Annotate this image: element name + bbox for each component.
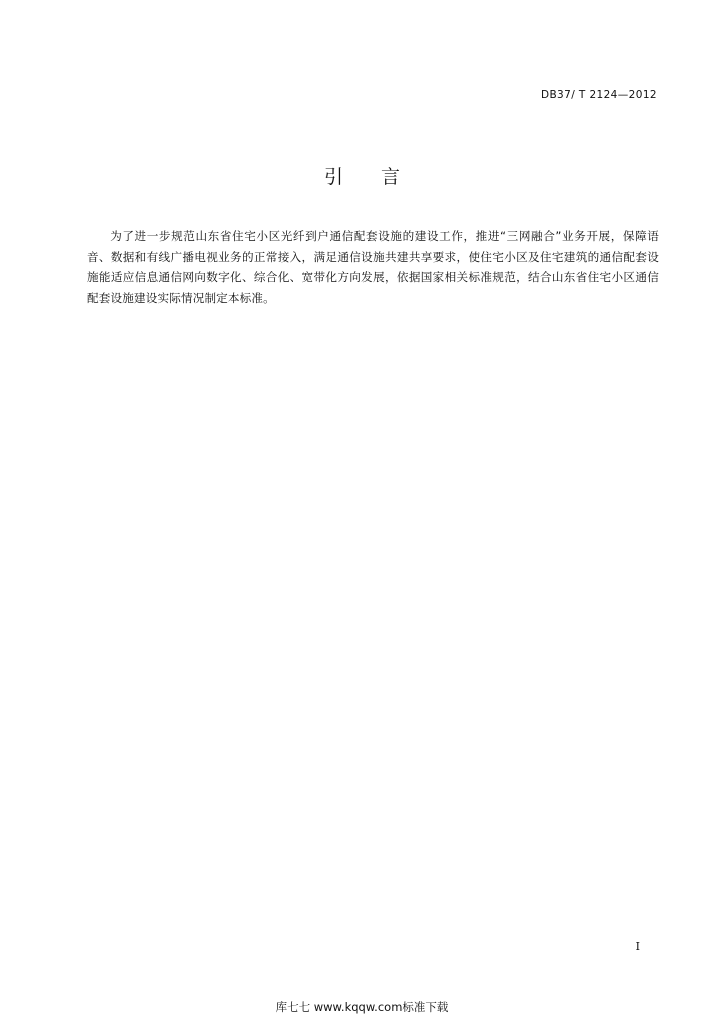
standard-code: DB37/ T 2124—2012 [540,89,657,101]
footer-watermark: 库七七 www.kqqw.com标准下载 [275,1000,449,1014]
title-char-1: 引 [323,166,343,188]
page-title [0,162,724,189]
intro-paragraph: 为了进一步规范山东省住宅小区光纤到户通信配套设施的建设工作，推进“三网融合”业务开展，保障语音、数据和有线广播电视业务的正常接入，满足通信设施共建共享要求，使住宅小区及住宅建筑的通信配套设施能适应信息通信网向数字化、综合化、宽带化方向发展，依据国家相关标准规范，结合山东省住宅小区通信配套设施建设实际情况制定本标准。 [87,229,659,305]
page-number: I [635,940,640,953]
title-char-2: 言 [381,166,401,188]
intro-body [87,226,659,308]
